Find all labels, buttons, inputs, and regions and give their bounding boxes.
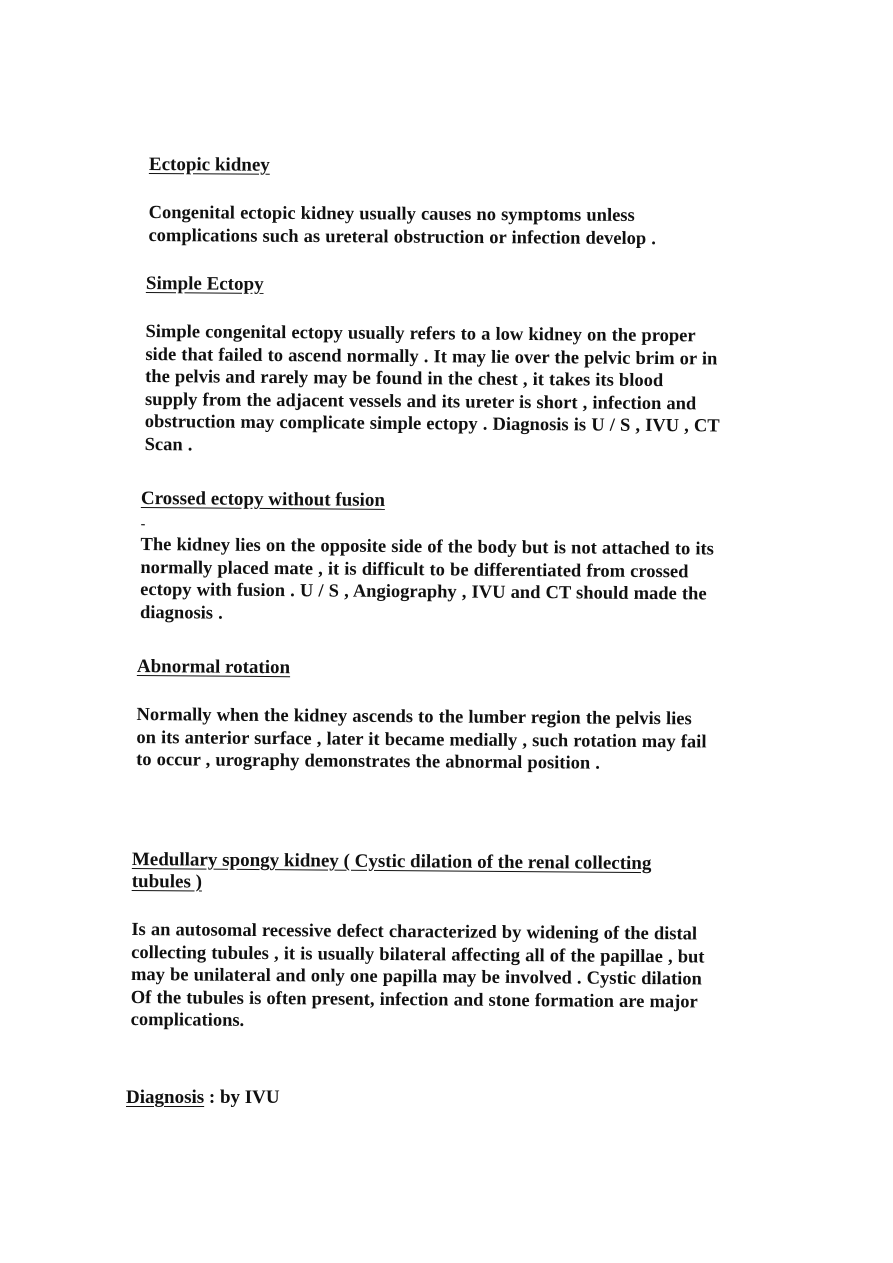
section-simple-ectopy bbox=[145, 273, 786, 461]
heading-simple-ectopy: Simple Ectopy bbox=[145, 273, 264, 295]
text-line: complications. bbox=[130, 1009, 245, 1031]
diagnosis-label: Diagnosis bbox=[126, 1087, 205, 1108]
heading-line: tubules ) bbox=[131, 870, 203, 893]
text-line: Scan . bbox=[144, 434, 193, 455]
paragraph-ectopic-kidney bbox=[148, 202, 788, 251]
text-line: The kidney lies on the opposite side of the body but is not attached to its bbox=[140, 534, 714, 560]
paragraph-simple-ectopy bbox=[145, 321, 786, 461]
paragraph-crossed-ectopy bbox=[140, 534, 781, 629]
text-line: ectopy with fusion . U / S , Angiography , IVU and CT should made the bbox=[140, 579, 707, 605]
heading-medullary-spongy-kidney bbox=[132, 849, 772, 898]
text-line: collecting tubules , it is usually bilateral affecting all of the papillae , but bbox=[131, 942, 705, 967]
heading-crossed-ectopy: Crossed ectopy without fusion bbox=[140, 488, 386, 511]
text-line: on its anterior surface , later it became medially , such rotation may fail bbox=[136, 727, 707, 752]
diagnosis-line bbox=[126, 1087, 280, 1109]
text-line: Congenital ectopic kidney usually causes no symptoms unless bbox=[148, 202, 635, 226]
text-line: the pelvis and rarely may be found in the chest , it takes its blood bbox=[145, 366, 664, 392]
section-crossed-ectopy bbox=[140, 488, 781, 629]
section-abnormal-rotation bbox=[136, 656, 777, 777]
text-line: Simple congenital ectopy usually refers to a low kidney on the proper bbox=[145, 321, 696, 347]
heading-abnormal-rotation: Abnormal rotation bbox=[136, 656, 291, 679]
text-line: supply from the adjacent vessels and its ureter is short , infection and bbox=[144, 389, 697, 414]
text-line: diagnosis . bbox=[139, 602, 223, 624]
text-line: complications such as ureteral obstruction or infection develop . bbox=[148, 225, 656, 249]
paragraph-medullary-spongy-kidney bbox=[131, 919, 772, 1037]
text-line: Of the tubules is often present, infection and stone formation are major bbox=[130, 987, 698, 1012]
diagnosis-value: : by IVU bbox=[204, 1087, 280, 1108]
text-line: Normally when the kidney ascends to the lumber region the pelvis lies bbox=[136, 704, 692, 730]
text-line: may be unilateral and only one papilla may be involved . Cystic dilation bbox=[130, 964, 702, 990]
heading-line: Medullary spongy kidney ( Cystic dilation of the renal collecting bbox=[131, 849, 652, 875]
text-line: to occur , urography demonstrates the abnormal position . bbox=[136, 749, 601, 774]
paragraph-abnormal-rotation bbox=[136, 704, 777, 777]
text-line: normally placed mate , it is difficult to be differentiated from crossed bbox=[140, 557, 689, 582]
stray-dash: - bbox=[140, 516, 146, 533]
section-medullary-spongy-kidney bbox=[131, 849, 772, 1037]
text-line: Is an autosomal recessive defect characterized by widening of the distal bbox=[131, 919, 698, 945]
text-line: obstruction may complicate simple ectopy . Diagnosis is U / S , IVU , CT bbox=[144, 411, 720, 437]
text-line: side that failed to ascend normally . It may lie over the pelvic brim or in bbox=[145, 344, 718, 369]
heading-ectopic-kidney: Ectopic kidney bbox=[148, 154, 270, 176]
section-ectopic-kidney bbox=[148, 154, 789, 251]
